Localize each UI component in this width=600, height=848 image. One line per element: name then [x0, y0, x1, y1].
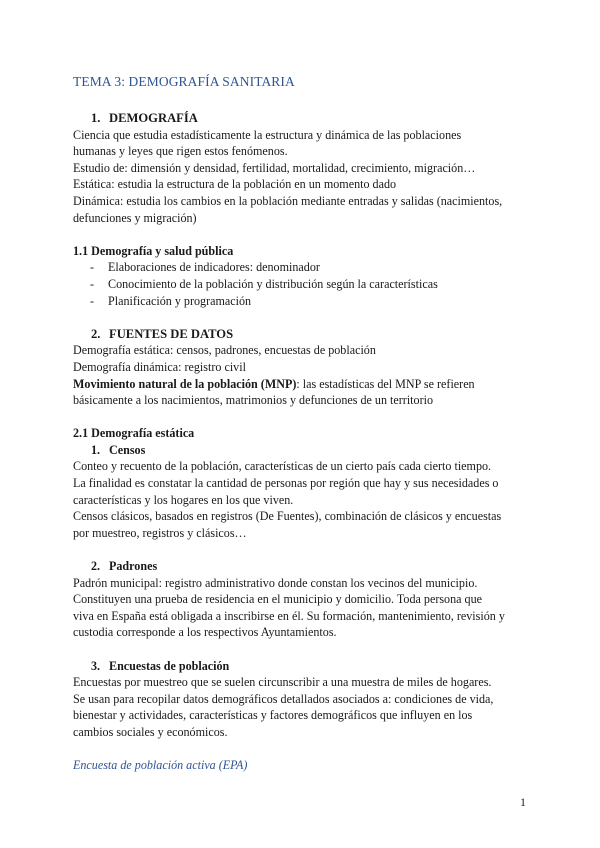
- paragraph-line: Demografía estática: censos, padrones, encuestas de población: [73, 343, 376, 358]
- paragraph-line: características y los hogares en los que viven.: [73, 492, 294, 507]
- paragraph-line: cambios sociales y económicos.: [73, 724, 228, 739]
- list-item-text: Elaboraciones de indicadores: denominador: [108, 260, 320, 275]
- section-number: 1.: [91, 111, 101, 125]
- subheading-text: Encuestas de población: [109, 658, 230, 673]
- paragraph-line: Encuestas por muestreo que se suelen circunscribir a una muestra de miles de hogares.: [73, 675, 492, 690]
- epa-heading: Encuesta de población activa (EPA): [73, 758, 248, 773]
- subheading-text: Censos: [109, 442, 146, 457]
- paragraph-line: básicamente a los nacimientos, matrimonios y defunciones de un territorio: [73, 393, 434, 408]
- subheading-censos: [73, 442, 533, 459]
- dash-bullet: -: [90, 293, 95, 308]
- paragraph-line: [73, 376, 533, 393]
- mnp-term: Movimiento natural de la población (MNP): [73, 376, 297, 391]
- paragraph-line: La finalidad es constatar la cantidad de personas por región que hay y sus necesidades o: [73, 476, 499, 491]
- list-item: [73, 276, 533, 293]
- bullet-list: [73, 259, 533, 309]
- page-number: 1: [520, 795, 526, 809]
- subsection-heading-demografia-estatica: 2.1 Demografía estática: [73, 426, 195, 441]
- section-number: 2.: [91, 326, 101, 341]
- subsection-heading-demografia-salud: 1.1 Demografía y salud pública: [73, 243, 234, 258]
- paragraph-line: Ciencia que estudia estadísticamente la estructura y dinámica de las poblaciones: [73, 127, 462, 142]
- paragraph-line: viva en España está obligada a inscribirse en él. Su formación, mantenimiento, revisión y: [73, 608, 505, 623]
- section-heading-text: DEMOGRAFÍA: [109, 111, 198, 125]
- paragraph-line: Demografía dinámica: registro civil: [73, 359, 246, 374]
- document-body: [73, 110, 533, 774]
- paragraph-line: Censos clásicos, basados en registros (De Fuentes), combinación de clásicos y encuestas: [73, 509, 502, 524]
- list-item-text: Planificación y programación: [108, 293, 252, 308]
- subheading-text: Padrones: [109, 559, 158, 574]
- paragraph-line: por muestreo, registros y clásicos…: [73, 525, 247, 540]
- dash-bullet: -: [90, 276, 95, 291]
- paragraph-line: Se usan para recopilar datos demográficos detallados asociados a: condiciones de vida,: [73, 691, 494, 706]
- list-item: [73, 259, 533, 276]
- page-title: TEMA 3: DEMOGRAFÍA SANITARIA: [73, 74, 295, 89]
- list-item: [73, 293, 533, 310]
- paragraph-line: Dinámica: estudia los cambios en la población mediante entradas y salidas (nacimientos,: [73, 193, 503, 208]
- section-heading-fuentes-datos: [73, 326, 533, 343]
- paragraph-line: custodia corresponde a los respectivos Ayuntamientos.: [73, 625, 337, 640]
- subheading-encuestas: [73, 658, 533, 675]
- subheading-number: 2.: [91, 559, 101, 574]
- paragraph-line: Padrón municipal: registro administrativo donde constan los vecinos del municipio.: [73, 575, 478, 590]
- section-heading-demografia: [73, 110, 533, 127]
- paragraph-line: Estática: estudia la estructura de la población en un momento dado: [73, 177, 397, 192]
- mnp-text: : las estadísticas del MNP se refieren: [296, 376, 475, 391]
- section-heading-text: FUENTES DE DATOS: [109, 326, 234, 341]
- list-item-text: Conocimiento de la población y distribución según la características: [108, 276, 438, 291]
- dash-bullet: -: [90, 260, 95, 275]
- subheading-number: 3.: [91, 658, 101, 673]
- paragraph-line: Conteo y recuento de la población, características de un cierto país cada cierto tiempo.: [73, 459, 492, 474]
- subheading-padrones: [73, 558, 533, 575]
- subheading-number: 1.: [91, 442, 101, 457]
- paragraph-line: Constituyen una prueba de residencia en el municipio y domicilio. Toda persona que: [73, 592, 483, 607]
- paragraph-line: humanas y leyes que rigen estos fenómenos.: [73, 144, 288, 159]
- paragraph-line: defunciones y migración): [73, 210, 197, 225]
- paragraph-line: Estudio de: dimensión y densidad, fertilidad, mortalidad, crecimiento, migración…: [73, 160, 476, 175]
- paragraph-line: bienestar y actividades, características y factores demográficos que influyen en los: [73, 708, 473, 723]
